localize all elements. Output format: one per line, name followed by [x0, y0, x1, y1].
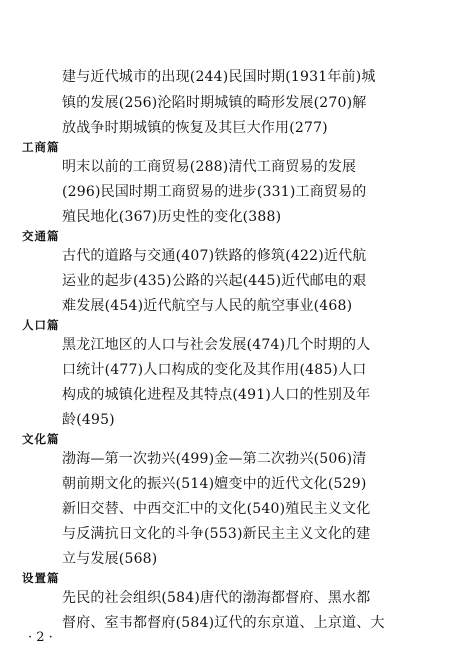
section-heading-administration: 设置篇 — [22, 571, 60, 585]
toc-line: 放战争时期城镇的恢复及其巨大作用(277) — [62, 120, 328, 136]
toc-line: 殖民地化(367)历史性的变化(388) — [62, 209, 282, 225]
toc-line: 渤海—第一次勃兴(499)金—第二次勃兴(506)清 — [62, 451, 367, 467]
toc-line: 古代的道路与交通(407)铁路的修筑(422)近代航 — [62, 248, 367, 264]
toc-line: 先民的社会组织(584)唐代的渤海都督府、黑水都 — [62, 590, 371, 606]
section-heading-transport: 交通篇 — [22, 229, 60, 243]
toc-line: 黑龙江地区的人口与社会发展(474)几个时期的人 — [62, 337, 371, 353]
toc-line: 镇的发展(256)沦陷时期城镇的畸形发展(270)解 — [62, 95, 367, 111]
toc-line: 运业的起步(435)公路的兴起(445)近代邮电的艰 — [62, 273, 367, 289]
toc-line: 口统计(477)人口构成的变化及其作用(485)人口 — [62, 362, 367, 378]
toc-line: 立与发展(568) — [62, 551, 158, 567]
toc-line: (296)民国时期工商贸易的进步(331)工商贸易的 — [62, 184, 367, 200]
toc-line: 督府、室韦都督府(584)辽代的东京道、上京道、大 — [62, 615, 385, 631]
toc-line: 新旧交替、中西交汇中的文化(540)殖民主义文化 — [62, 501, 371, 517]
section-heading-commerce: 工商篇 — [22, 140, 60, 154]
section-heading-population: 人口篇 — [22, 318, 60, 332]
toc-line: 建与近代城市的出现(244)民国时期(1931年前)城 — [62, 69, 376, 85]
toc-line: 朝前期文化的振兴(514)嬗变中的近代文化(529) — [62, 476, 367, 492]
section-heading-culture: 文化篇 — [22, 432, 60, 446]
toc-line: 难发展(454)近代航空与人民的航空事业(468) — [62, 298, 353, 314]
toc-line: 构成的城镇化进程及其特点(491)人口的性别及年 — [62, 387, 371, 403]
toc-line: 与反满抗日文化的斗争(553)新民主主义文化的建 — [62, 526, 371, 542]
toc-line: 明末以前的工商贸易(288)清代工商贸易的发展 — [62, 159, 357, 175]
toc-line: 龄(495) — [62, 412, 115, 428]
page-number: · 2 · — [28, 630, 53, 645]
